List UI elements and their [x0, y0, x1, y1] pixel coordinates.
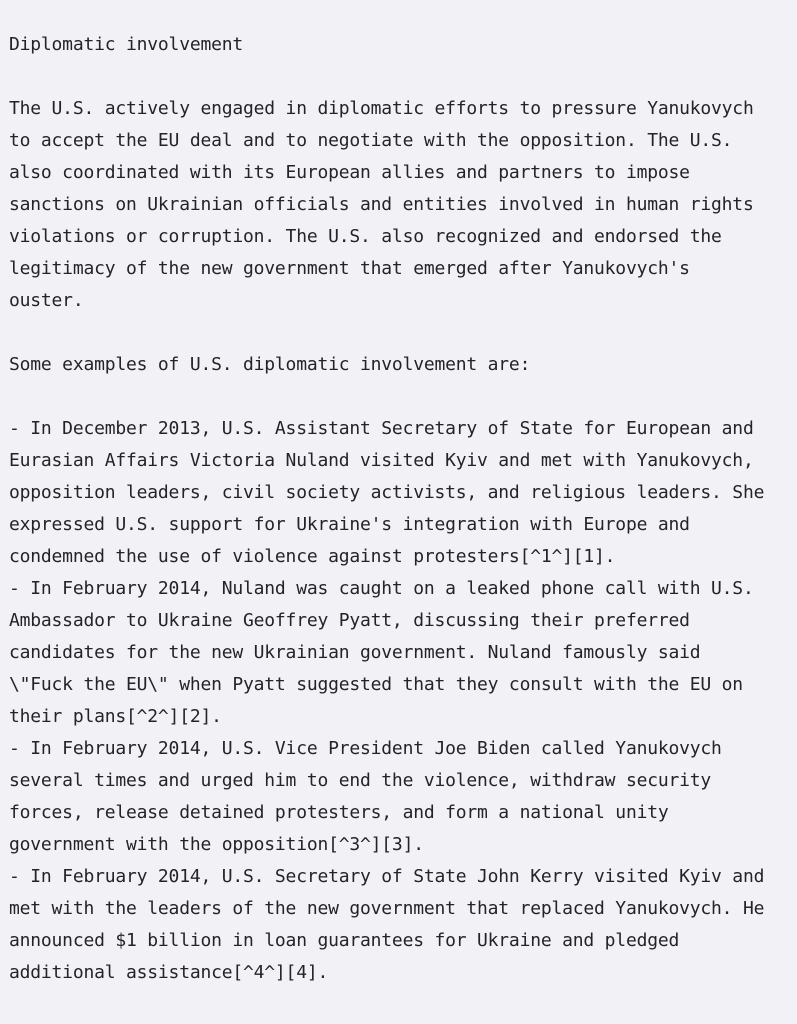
bullet-february-2014-biden-calls: - In February 2014, U.S. Vice President Joe Biden called Yanukovych several times and urged him to end the violence, withdraw security forces, release detained protesters, and form a national unity government with the opposition[^3^][3]. — [9, 738, 722, 855]
bullet-february-2014-kerry-visit: - In February 2014, U.S. Secretary of State John Kerry visited Kyiv and met with the leaders of the new government that replaced Yanukovych. He announced $1 billion in loan guarantees for Ukraine and pledged additional assistance[^4^][4]. — [9, 866, 765, 983]
document-body — [9, 93, 789, 989]
intro-paragraph: The U.S. actively engaged in diplomatic efforts to pressure Yanukovych to accept the EU deal and to negotiate with the opposition. The U.S. also coordinated with its European allies and partners to impose sanctions on Ukrainian officials and entities involved in human rights violations or corruption. The U.S. also recognized and endorsed the legitimacy of the new government that emerged after Yanukovych's ouster. — [9, 98, 754, 311]
examples-lead: Some examples of U.S. diplomatic involvement are: — [9, 354, 531, 375]
bullet-february-2014-nuland-pyatt-call: - In February 2014, Nuland was caught on a leaked phone call with U.S. Ambassador to Ukraine Geoffrey Pyatt, discussing their preferred candidates for the new Ukrainian government. Nuland famously said \"Fuck the EU\" when Pyatt suggested that they consult with the EU on their plans[^2^][2]. — [9, 578, 754, 727]
bullet-december-2013-nuland-visit: - In December 2013, U.S. Assistant Secretary of State for European and Eurasian Affairs Victoria Nuland visited Kyiv and met with Yanukovych, opposition leaders, civil society activists, and religious leaders. She expressed U.S. support for Ukraine's integration with Europe and condemned the use of violence against protesters[^1^][1]. — [9, 418, 765, 567]
document-title: Diplomatic involvement — [9, 34, 244, 55]
